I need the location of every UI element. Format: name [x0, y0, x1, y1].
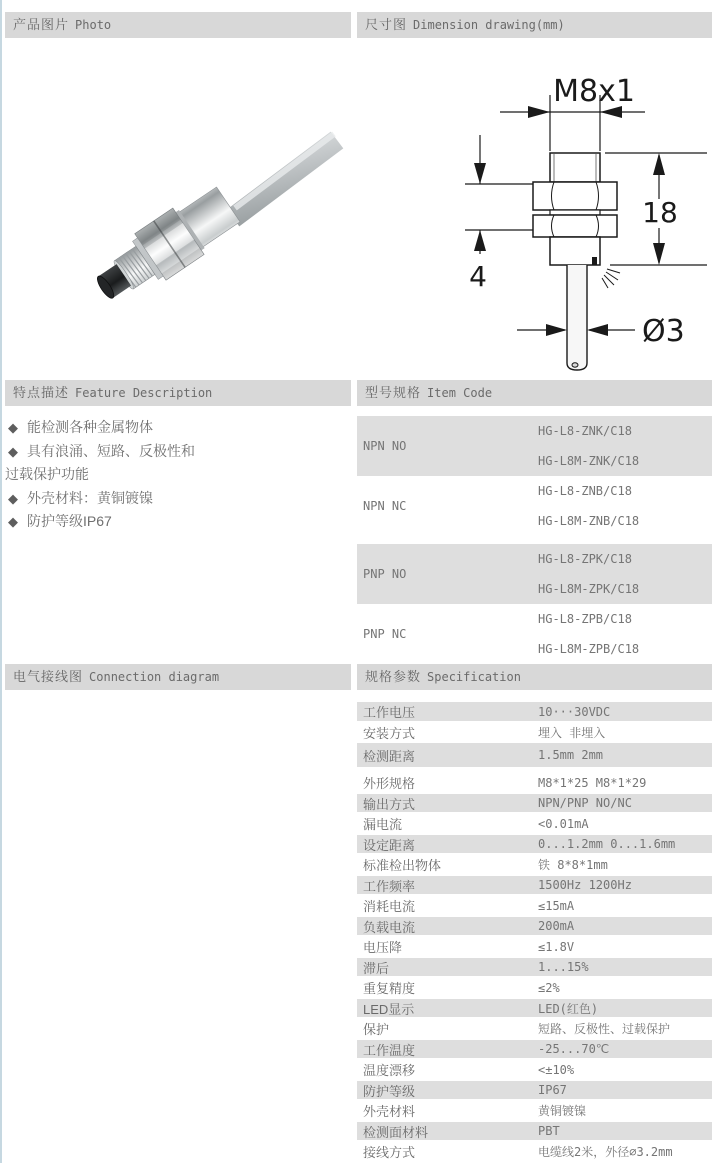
spec-value: 1.5mm 2mm: [538, 748, 604, 762]
spec-row: [357, 702, 712, 721]
spec-row: [357, 855, 712, 874]
spec-label: 外形规格: [363, 776, 416, 791]
features-header-zh: 特点描述: [13, 385, 70, 400]
item-code-short: HG-L8-ZNK/C18: [538, 424, 632, 438]
output-type-label: PNP NO: [363, 567, 407, 581]
feature-text: 过载保护功能: [5, 466, 89, 482]
dimension-header-en: Dimension drawing(mm): [413, 18, 565, 32]
spec-value: <±10%: [538, 1062, 575, 1077]
spec-value: IP67: [538, 1083, 567, 1097]
spec-label: 负载电流: [363, 919, 416, 935]
page-left-border: [0, 0, 2, 1163]
spec-value: 1500Hz 1200Hz: [538, 878, 632, 892]
spec-label: 滞后: [363, 960, 390, 976]
spec-label: 电压降: [363, 940, 403, 955]
spec-label: 标准检出物体: [363, 858, 442, 873]
spec-value: LED(红色): [538, 1001, 599, 1016]
output-type-label: PNP NC: [363, 627, 407, 641]
itemcode-section-header: [357, 380, 712, 406]
spec-value: 黄铜镀镍: [538, 1104, 587, 1118]
itemcode-header-zh: 型号规格: [365, 385, 422, 400]
spec-row: [357, 958, 712, 977]
spec-label: 设定距离: [363, 837, 416, 853]
item-code-short: HG-L8-ZNB/C18: [538, 484, 632, 498]
feature-item: [5, 463, 351, 487]
features-header-en: Feature Description: [75, 386, 213, 400]
product-photo-image: [5, 38, 351, 374]
itemcode-row: [357, 604, 712, 664]
diamond-bullet-icon: ◆: [8, 514, 18, 529]
spec-row: [357, 937, 712, 956]
spec-label: 外壳材料: [363, 1104, 416, 1119]
photo-section-header: [5, 12, 351, 38]
sensor-body: [86, 181, 244, 313]
feature-text: 防护等级IP67: [27, 513, 112, 529]
spec-value: 短路、反极性、过载保护: [538, 1022, 671, 1036]
spec-value: 铁 8*8*1mm: [538, 858, 608, 872]
spec-label: 工作频率: [363, 878, 416, 894]
led-indicator: [592, 257, 597, 265]
spec-value: 1...15%: [538, 960, 589, 974]
spec-label: 重复精度: [363, 981, 416, 996]
specification-header-en: Specification: [427, 670, 521, 684]
spec-label: 检测面材料: [363, 1124, 429, 1140]
spec-row: [357, 1142, 712, 1161]
spec-row: [357, 978, 712, 997]
spec-value: 埋入 非埋入: [538, 725, 606, 740]
product-photo-cell: [5, 38, 351, 374]
spec-value: 0...1.2mm 0...1.6mm: [538, 837, 676, 851]
spec-row: [357, 835, 712, 854]
photo-header-en: Photo: [75, 18, 112, 32]
spec-value: ≤15mA: [538, 898, 575, 913]
spec-value: 200mA: [538, 919, 575, 933]
spec-row: [357, 743, 712, 767]
spec-row: [357, 794, 712, 813]
spec-label: 保护: [363, 1022, 390, 1037]
spec-value: PBT: [538, 1124, 560, 1138]
nut-span-label: 4: [469, 260, 487, 293]
features-section-header: [5, 380, 351, 406]
itemcode-row: [357, 416, 712, 476]
connection-header-en: Connection diagram: [89, 670, 220, 684]
thread-size-label: M8x1: [553, 74, 635, 109]
spec-row: [357, 1019, 712, 1038]
spec-row: [357, 1081, 712, 1100]
spec-label: 接线方式: [363, 1145, 416, 1160]
spec-label: 检测距离: [363, 748, 416, 764]
spec-value: <0.01mA: [538, 816, 589, 831]
feature-text: 具有浪涌、短路、反极性和: [27, 442, 195, 459]
specification-section-header: [357, 664, 712, 690]
spec-row: [357, 773, 712, 792]
item-code-long: HG-L8M-ZPK/C18: [538, 582, 640, 596]
spec-label: 工作温度: [363, 1042, 416, 1058]
spec-label: 输出方式: [363, 796, 416, 812]
cable-diameter-label: Ø3: [642, 314, 685, 349]
connection-diagram-cell: [5, 702, 351, 1163]
dimension-header-zh: 尺寸图: [365, 17, 408, 32]
dimension-drawing-image: [357, 38, 712, 374]
spec-label: LED显示: [363, 1001, 415, 1017]
connection-header-zh: 电气接线图: [13, 669, 84, 684]
spec-row: [357, 1101, 712, 1120]
spec-value: ≤1.8V: [538, 939, 575, 954]
features-list: [5, 416, 351, 534]
sensor-cable: [233, 134, 337, 218]
dimension-drawing-cell: [357, 38, 712, 374]
datasheet-page: [5, 0, 712, 1163]
spec-row: [357, 876, 712, 895]
spec-label: 防护等级: [363, 1083, 416, 1099]
diamond-bullet-icon: ◆: [8, 490, 18, 506]
diamond-bullet-icon: ◆: [8, 420, 18, 435]
spec-row: [357, 917, 712, 936]
spec-value: -25...70℃: [538, 1042, 610, 1056]
spec-row: [357, 1060, 712, 1079]
feature-text: 能检测各种金属物体: [27, 419, 153, 435]
spec-value: ≤2%: [538, 980, 560, 995]
body-length-label: 18: [642, 196, 678, 229]
item-code-long: HG-L8M-ZNB/C18: [538, 514, 640, 528]
spec-label: 工作电压: [363, 705, 416, 720]
spec-row: [357, 1122, 712, 1141]
item-code-long: HG-L8M-ZPB/C18: [538, 642, 640, 656]
item-code-short: HG-L8-ZPK/C18: [538, 552, 632, 566]
itemcode-header-en: Item Code: [427, 386, 493, 400]
spec-label: 安装方式: [363, 725, 416, 741]
feature-text: 外壳材料：黄铜镀镍: [27, 489, 153, 506]
spec-label: 消耗电流: [363, 899, 416, 914]
spec-value: M8*1*25 M8*1*29: [538, 775, 647, 790]
specification-table: [357, 702, 712, 1163]
itemcode-row: [357, 544, 712, 604]
itemcode-row: [357, 476, 712, 536]
diamond-bullet-icon: ◆: [8, 443, 18, 459]
spec-label: 温度漂移: [363, 1063, 416, 1078]
specification-header-zh: 规格参数: [365, 669, 422, 684]
features-cell: [5, 406, 351, 664]
spec-label: 漏电流: [363, 817, 403, 832]
spec-value: 电缆线2米，外径∅3.2mm: [538, 1145, 673, 1159]
item-code-short: HG-L8-ZPB/C18: [538, 612, 632, 626]
spec-row: [357, 814, 712, 833]
feature-item: [5, 416, 351, 440]
spec-value: 10···30VDC: [538, 704, 611, 719]
sensor-outline: [533, 153, 617, 370]
spec-row: [357, 896, 712, 915]
output-type-label: NPN NC: [363, 499, 407, 513]
spec-row: [357, 999, 712, 1018]
led-burst-lines: [602, 269, 620, 288]
dimension-section-header: [357, 12, 712, 38]
spec-value: NPN/PNP NO/NC: [538, 796, 632, 810]
feature-item: [5, 510, 351, 534]
itemcode-table: [357, 416, 712, 664]
output-type-label: NPN NO: [363, 439, 407, 453]
feature-item: [5, 440, 351, 464]
connection-section-header: [5, 664, 351, 690]
photo-header-zh: 产品图片: [13, 17, 70, 32]
spec-row: [357, 1040, 712, 1059]
feature-item: [5, 487, 351, 511]
item-code-long: HG-L8M-ZNK/C18: [538, 454, 640, 468]
spec-row: [357, 723, 712, 742]
